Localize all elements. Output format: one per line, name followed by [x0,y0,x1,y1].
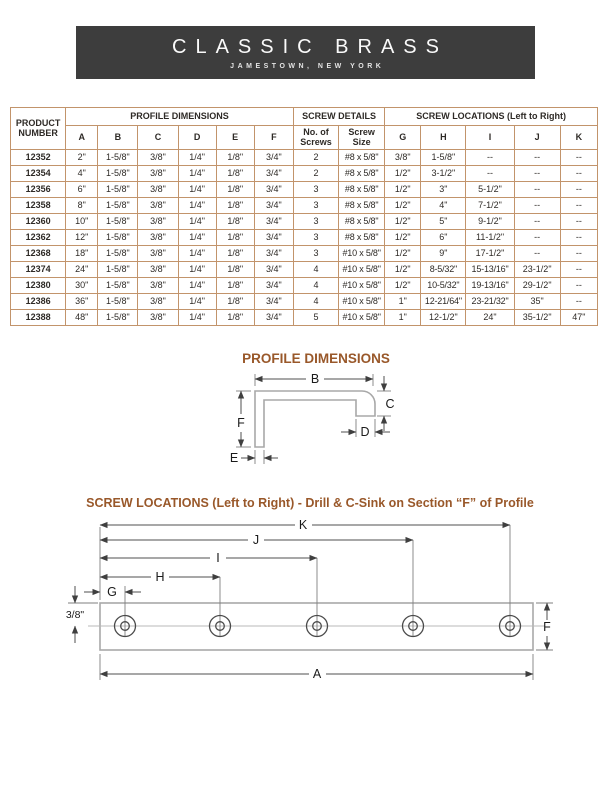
col-j: J [514,126,560,150]
cell: 1/2" [385,261,421,277]
col-no-of-screws: No. of Screws [293,126,338,150]
table-row [11,149,598,165]
cell: 3 [293,197,338,213]
cell: 3/4" [254,181,293,197]
cell: -- [514,213,560,229]
cell: 4" [66,165,98,181]
column-header-row [11,126,598,150]
cell: 3/4" [254,293,293,309]
group-header-row [11,108,598,126]
dim-label-h: H [155,570,165,584]
cell: #8 x 5/8" [339,165,385,181]
cell: 1-5/8" [98,261,138,277]
cell: 1/2" [385,229,421,245]
cell: #8 x 5/8" [339,149,385,165]
cell: 1-5/8" [98,229,138,245]
table-row [11,261,598,277]
cell: 1/2" [385,197,421,213]
cell: 1/2" [385,213,421,229]
cell: 3 [293,229,338,245]
group-screw-locations: SCREW LOCATIONS (Left to Right) [385,108,598,126]
cell: -- [560,293,597,309]
dim-d [341,419,390,439]
product-number: 12354 [11,165,66,181]
cell: 3/8" [138,165,178,181]
table-row [11,293,598,309]
cell: 3/4" [254,165,293,181]
cell: 12" [66,229,98,245]
cell: 5" [421,213,466,229]
cell: 1-5/8" [421,149,466,165]
dim-label-i: I [216,551,220,565]
cell: #8 x 5/8" [339,181,385,197]
cell: 4 [293,261,338,277]
cell: 1/4" [178,229,216,245]
product-number: 12388 [11,309,66,325]
group-profile-dimensions: PROFILE DIMENSIONS [66,108,294,126]
table-row [11,197,598,213]
cell: 6" [421,229,466,245]
col-g: G [385,126,421,150]
cell: 1/8" [216,293,254,309]
cell: #10 x 5/8" [339,245,385,261]
cell: 3/4" [254,277,293,293]
cell: 1" [385,293,421,309]
cell: 29-1/2" [514,277,560,293]
cell: -- [466,149,514,165]
cell: 1/4" [178,309,216,325]
cell: 3/4" [254,245,293,261]
cell: 3/8" [138,309,178,325]
screw-locations-title: SCREW LOCATIONS (Left to Right) - Drill & C-Sink on Section “F” of Profile [86,496,534,510]
cell: 12-21/64" [421,293,466,309]
cell: 1/4" [178,277,216,293]
col-a: A [66,126,98,150]
dim-a [100,654,533,681]
dim-label-k: K [298,518,308,532]
cell: 3/4" [254,149,293,165]
cell: 1/4" [178,245,216,261]
table-row [11,165,598,181]
cell: 1-5/8" [98,181,138,197]
brand-location: JAMESTOWN, NEW YORK [230,62,385,70]
cell: 18" [66,245,98,261]
dim-label-offset: 3/8" [65,609,85,621]
cell: #8 x 5/8" [339,197,385,213]
product-number: 12374 [11,261,66,277]
cell: -- [514,149,560,165]
col-h: H [421,126,466,150]
dim-label-g: G [107,585,117,599]
cell: 3 [293,245,338,261]
cell: 1" [385,309,421,325]
cell: 4" [421,197,466,213]
cell: 1/2" [385,245,421,261]
cell: 3 [293,181,338,197]
dim-label-f-bar: F [543,620,551,634]
cell: 3/8" [138,277,178,293]
dim-label-f: F [237,416,245,430]
cell: 1/4" [178,261,216,277]
cell: 1/4" [178,293,216,309]
cell: 3/4" [254,213,293,229]
cell: 1/8" [216,165,254,181]
dim-label-c: C [385,397,395,411]
cell: 48" [66,309,98,325]
cell: #8 x 5/8" [339,229,385,245]
dim-label-j: J [252,533,260,547]
spec-table [10,107,598,326]
cell: #10 x 5/8" [339,277,385,293]
cell: -- [560,245,597,261]
cell: 17-1/2" [466,245,514,261]
cell: 1/4" [178,165,216,181]
dim-b [255,372,373,386]
cell: 3/8" [138,261,178,277]
cell: 3/4" [254,229,293,245]
cell: -- [560,277,597,293]
cell: 19-13/16" [466,277,514,293]
profile-outline [255,391,375,447]
cell: 3/4" [254,261,293,277]
brand-header [76,26,535,79]
cell: 1-5/8" [98,245,138,261]
group-screw-details: SCREW DETAILS [293,108,384,126]
col-i: I [466,126,514,150]
cell: 1/8" [216,197,254,213]
cell: 5-1/2" [466,181,514,197]
product-number: 12380 [11,277,66,293]
cell: 1/2" [385,165,421,181]
product-number: 12386 [11,293,66,309]
cell: 4 [293,293,338,309]
cell: 36" [66,293,98,309]
cell: 15-13/16" [466,261,514,277]
cell: 3/4" [254,309,293,325]
cell: 12-1/2" [421,309,466,325]
cell: 1/8" [216,277,254,293]
cell: #10 x 5/8" [339,293,385,309]
cell: 1/4" [178,149,216,165]
table-row [11,245,598,261]
cell: -- [514,165,560,181]
cell: 8-5/32" [421,261,466,277]
cell: -- [514,181,560,197]
cell: -- [560,213,597,229]
col-b: B [98,126,138,150]
cell: 1/8" [216,309,254,325]
col-d: D [178,126,216,150]
col-f: F [254,126,293,150]
table-row [11,309,598,325]
cell: -- [560,197,597,213]
cell: -- [560,149,597,165]
cell: 2 [293,165,338,181]
cell: 1/2" [385,277,421,293]
dim-g [84,585,141,599]
cell: 5 [293,309,338,325]
cell: 1-5/8" [98,309,138,325]
cell: 1-5/8" [98,213,138,229]
cell: -- [560,165,597,181]
cell: 35" [514,293,560,309]
product-number: 12352 [11,149,66,165]
cell: 1-5/8" [98,149,138,165]
cell: 3/8" [385,149,421,165]
dim-e [230,450,278,465]
cell: 1/4" [178,213,216,229]
cell: 30" [66,277,98,293]
cell: 1-5/8" [98,165,138,181]
cell: -- [560,181,597,197]
product-number: 12362 [11,229,66,245]
product-number-header: PRODUCT NUMBER [11,108,66,150]
dim-offset [66,586,98,643]
cell: 1/8" [216,213,254,229]
cell: 24" [466,309,514,325]
col-c: C [138,126,178,150]
cell: 1/8" [216,149,254,165]
cell: 1-5/8" [98,293,138,309]
cell: 3/8" [138,149,178,165]
cell: 1/8" [216,245,254,261]
cell: 1-5/8" [98,197,138,213]
dim-f-profile [236,391,251,447]
table-row [11,213,598,229]
cell: 23-1/2" [514,261,560,277]
cell: 4 [293,277,338,293]
cell: 2 [293,149,338,165]
cell: 10-5/32" [421,277,466,293]
cell: 10" [66,213,98,229]
dim-label-d: D [360,425,370,439]
cell: 6" [66,181,98,197]
cell: 11-1/2" [466,229,514,245]
table-row [11,229,598,245]
cell: 7-1/2" [466,197,514,213]
cell: 1/8" [216,229,254,245]
cell: 3/8" [138,181,178,197]
dim-label-e: E [229,451,239,465]
brand-name: CLASSIC BRASS [172,35,448,58]
cell: 1/8" [216,261,254,277]
product-number: 12356 [11,181,66,197]
cell: 9" [421,245,466,261]
dim-i [100,551,317,565]
cell: -- [514,229,560,245]
dim-label-b: B [310,372,320,386]
cell: 1-5/8" [98,277,138,293]
col-k: K [560,126,597,150]
cell: -- [466,165,514,181]
cell: 35-1/2" [514,309,560,325]
product-number: 12358 [11,197,66,213]
cell: 3/8" [138,213,178,229]
cell: 3/8" [138,293,178,309]
cell: #10 x 5/8" [339,309,385,325]
dim-label-a: A [312,667,322,681]
cell: 2" [66,149,98,165]
spec-table-wrap [10,107,602,326]
product-number: 12360 [11,213,66,229]
cell: -- [560,229,597,245]
cell: -- [560,261,597,277]
profile-dimensions-title: PROFILE DIMENSIONS [242,351,390,366]
cell: 3-1/2" [421,165,466,181]
cell: 23-21/32" [466,293,514,309]
cell: -- [514,197,560,213]
cell: 9-1/2" [466,213,514,229]
cell: 3/4" [254,197,293,213]
table-row [11,181,598,197]
cell: 3 [293,213,338,229]
dim-j [100,533,413,547]
cell: 3" [421,181,466,197]
col-screw-size: Screw Size [339,126,385,150]
screw-locations-diagram [55,515,575,690]
cell: 1/4" [178,197,216,213]
cell: 47" [560,309,597,325]
product-number: 12368 [11,245,66,261]
dim-h [100,570,220,584]
cell: 24" [66,261,98,277]
cell: 3/8" [138,229,178,245]
table-row [11,277,598,293]
dim-c [377,376,395,431]
cell: 1/8" [216,181,254,197]
col-e: E [216,126,254,150]
cell: 3/8" [138,245,178,261]
cell: #10 x 5/8" [339,261,385,277]
profile-diagram [170,368,450,470]
cell: 1/4" [178,181,216,197]
dim-k [100,518,510,532]
cell: -- [514,245,560,261]
cell: 1/2" [385,181,421,197]
cell: 3/8" [138,197,178,213]
cell: #8 x 5/8" [339,213,385,229]
cell: 8" [66,197,98,213]
